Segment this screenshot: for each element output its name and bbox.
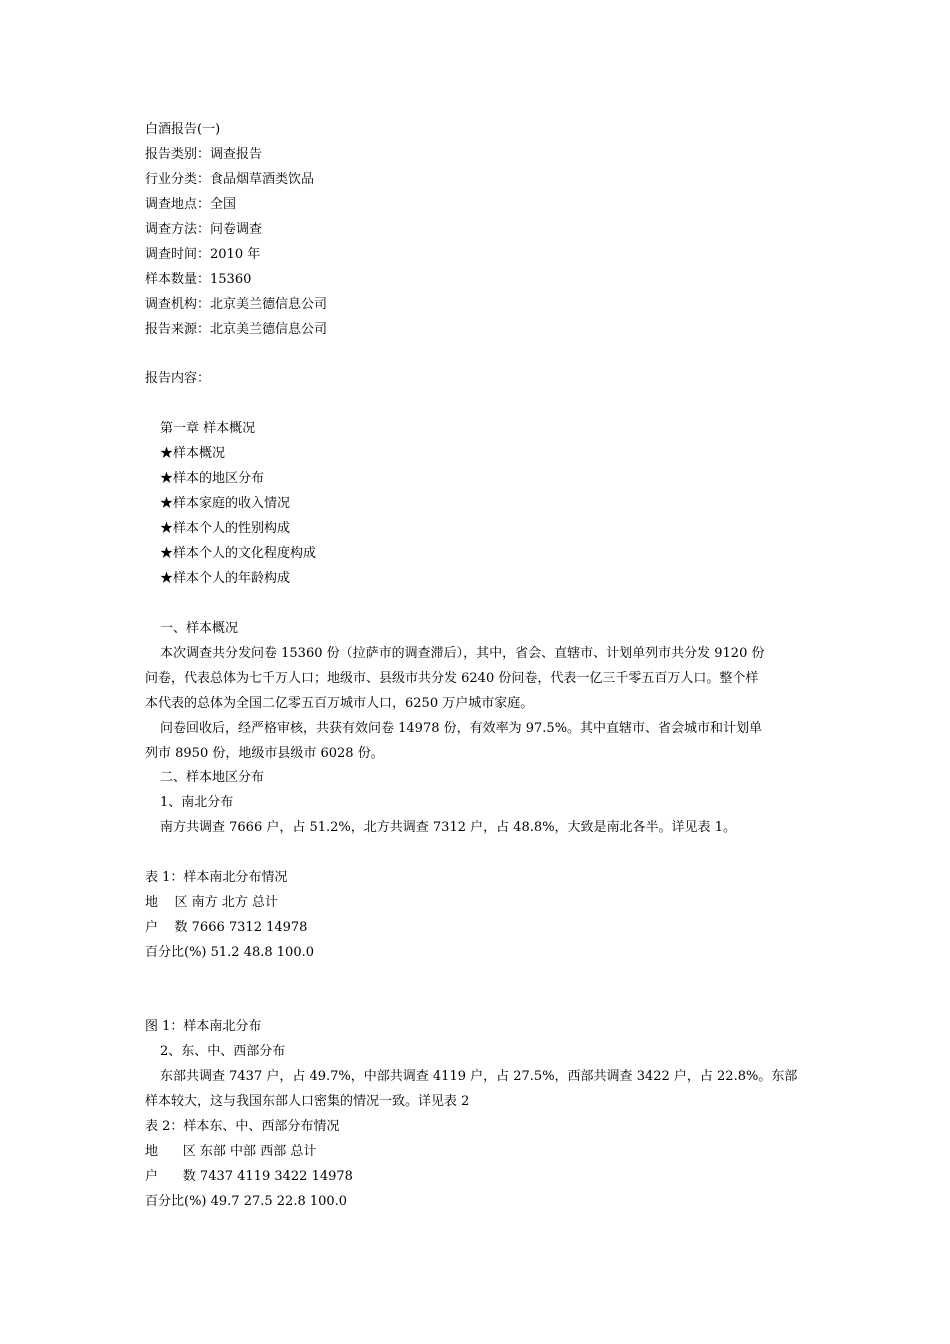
meta-time: 调查时间：2010 年: [145, 247, 261, 262]
meta-institution: 调查机构：北京美兰德信息公司: [145, 297, 328, 312]
section-heading: 一、样本概况: [160, 621, 239, 636]
table-row: 地 区 南方 北方 总计: [145, 895, 278, 910]
table-row: 户 数 7437 4119 3422 14978: [145, 1169, 353, 1184]
table-row: 户 数 7666 7312 14978: [145, 920, 308, 935]
toc-item: ★样本的地区分布: [160, 471, 265, 486]
table-row: 百分比(%) 51.2 48.8 100.0: [145, 945, 315, 960]
meta-source: 报告来源：北京美兰德信息公司: [145, 322, 328, 337]
table-row: 百分比(%) 49.7 27.5 22.8 100.0: [145, 1194, 348, 1209]
paragraph-line: 东部共调查 7437 户，占 49.7%，中部共调查 4119 户，占 27.5%，西部共调查 3422 户，占 22.8%。东部: [160, 1069, 798, 1084]
subsection-heading: 2、东、中、西部分布: [160, 1044, 286, 1059]
paragraph-line: 样本较大，这与我国东部人口密集的情况一致。详见表 2: [145, 1094, 470, 1109]
paragraph-line: 本代表的总体为全国二亿零五百万城市人口，6250 万户城市家庭。: [145, 696, 534, 711]
subsection-heading: 1、南北分布: [160, 795, 234, 810]
paragraph-line: 列市 8950 份，地级市县级市 6028 份。: [145, 746, 384, 761]
chapter-heading: 第一章 样本概况: [160, 421, 256, 436]
table-title: 表 1：样本南北分布情况: [145, 870, 288, 885]
meta-industry: 行业分类：食品烟草酒类饮品: [145, 172, 315, 187]
table-row: 地 区 东部 中部 西部 总计: [145, 1144, 317, 1159]
toc-item: ★样本个人的文化程度构成: [160, 546, 317, 561]
doc-title: 白酒报告(一): [145, 122, 221, 137]
table-title: 表 2：样本东、中、西部分布情况: [145, 1119, 340, 1134]
paragraph-line: 问卷回收后，经严格审核，共获有效问卷 14978 份，有效率为 97.5%。其中直辖市、省会城市和计划单: [160, 721, 763, 736]
meta-sample-size: 样本数量：15360: [145, 272, 252, 287]
content-label: 报告内容：: [145, 371, 211, 386]
toc-item: ★样本个人的年龄构成: [160, 571, 291, 586]
toc-item: ★样本家庭的收入情况: [160, 496, 291, 511]
meta-location: 调查地点：全国: [145, 197, 237, 212]
meta-report-type: 报告类别：调查报告: [145, 147, 263, 162]
paragraph-line: 南方共调查 7666 户，占 51.2%，北方共调查 7312 户，占 48.8%，大致是南北各半。详见表 1。: [160, 820, 736, 835]
paragraph-line: 本次调查共分发问卷 15360 份（拉萨市的调查滞后），其中，省会、直辖市、计划单列市共分发 9120 份: [160, 646, 765, 661]
toc-item: ★样本概况: [160, 446, 226, 461]
meta-method: 调查方法：问卷调查: [145, 222, 263, 237]
paragraph-line: 问卷，代表总体为七千万人口；地级市、县级市共分发 6240 份问卷，代表一亿三千零五百万人口。整个样: [145, 671, 759, 686]
toc-item: ★样本个人的性别构成: [160, 521, 291, 536]
section-heading: 二、样本地区分布: [160, 770, 265, 785]
figure-caption: 图 1：样本南北分布: [145, 1019, 262, 1034]
